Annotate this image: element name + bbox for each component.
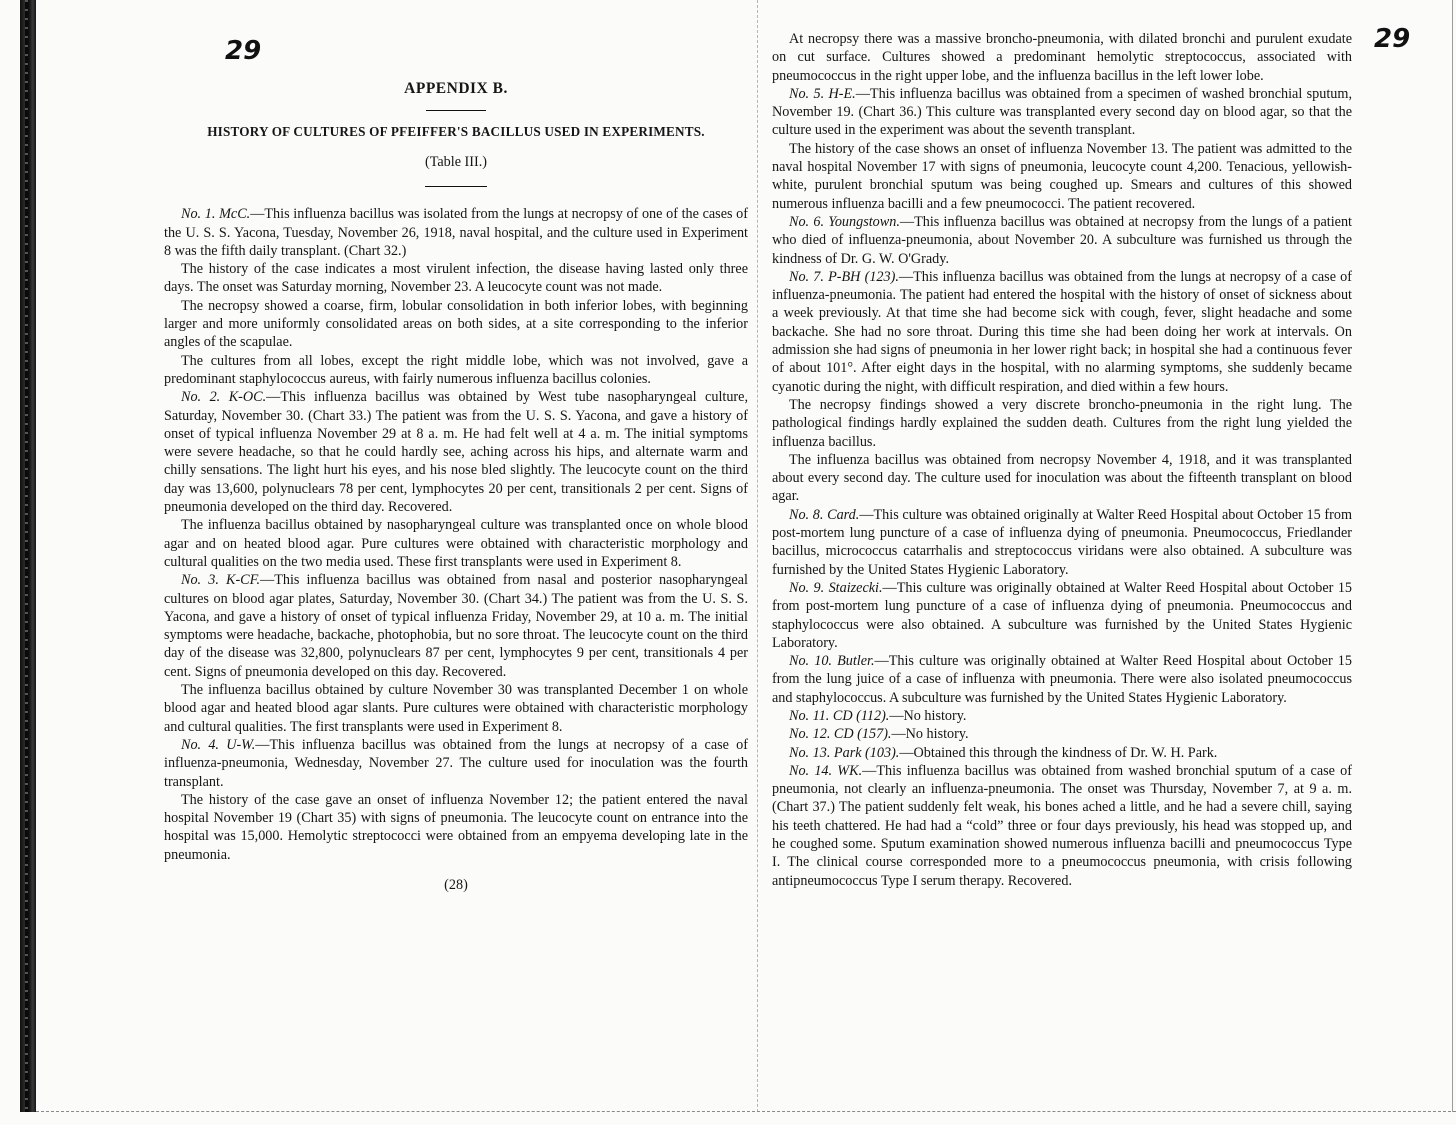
paragraph-text: —This influenza bacillus was obtained by West tube nasopharyngeal culture, Saturday, November 30. (Chart 33.) The patient was from the U. S. S. Yacona, and gave a history of onset of typical influenza November 29 at 8 a. m. He had felt well at 4 a. m. The initial symptoms were severe headache, so that he could hardly see, aching across his hips, and alternate warm and chilly sensations. The light hurt his eyes, and his nose bled slightly. The leucocyte count on the third day was 13,600, polynuclears 78 per cent, lymphocytes 20 per cent, transitionals 2 per cent. Signs of pneumonia developed on the third day. Recovered. bbox=[164, 389, 748, 516]
paragraph bbox=[772, 268, 1352, 396]
paragraph-text: —This culture was originally obtained at Walter Reed Hospital about October 15 from the lung juice of a case of influenza with pneumonia. There were also isolated pneumococcus and staphylococcus. A subculture was furnished by the United States Hygienic Laboratory. bbox=[772, 653, 1352, 706]
heading-rule bbox=[425, 186, 487, 187]
paragraph bbox=[164, 388, 748, 516]
page-folio: (28) bbox=[444, 876, 468, 893]
culture-entry-label: No. 2. K-OC. bbox=[181, 389, 267, 406]
paragraph-text: The influenza bacillus was obtained from necropsy November 4, 1918, and it was transplanted about every second day. The culture used for inoculation was about the fifteenth transplant on blood agar. bbox=[772, 451, 1352, 505]
appendix-title: APPENDIX B. bbox=[404, 80, 508, 97]
paragraph-text: —This influenza bacillus was obtained from a specimen of washed bronchial sputum, November 19. (Chart 36.) This culture was transplanted every second day on blood agar, so that the culture used in the experiment was about the seventh transplant. bbox=[772, 85, 1352, 139]
paragraph bbox=[772, 396, 1352, 451]
paragraph-text: The necropsy showed a coarse, firm, lobular consolidation in both inferior lobes, with beginning larger and more uniformly consolidated areas on both sides, at a site corresponding to the inferior angles of the scapulae. bbox=[164, 297, 748, 351]
paragraph bbox=[772, 506, 1352, 579]
culture-entry-label: No. 10. Butler. bbox=[789, 653, 875, 670]
paragraph-text: —This influenza bacillus was obtained from the lungs at necropsy of a case of influenza-pneumonia. The patient had entered the hospital with the history of onset of sickness about a week previously. At that time she had become sick with cough, fever, slight headache and some backache. She had no sore throat. During this time she had been doing her work at intervals. On admission she had signs of pneumonia in her lower right back; in hospital she had a continuous fever of about 101°. After eight days in the hospital, with no alarming symptoms, she suddenly became cyanotic during the night, with difficult respiration, and died within a few hours. bbox=[772, 268, 1352, 395]
paragraph-text: The necropsy findings showed a very discrete broncho-pneumonia in the right lung. The pathological findings hardly explained the sudden death. Cultures from the right lung yielded the influenza bacillus. bbox=[772, 396, 1352, 450]
paragraph bbox=[164, 791, 748, 864]
culture-entry-label: No. 14. WK. bbox=[789, 762, 863, 779]
handwritten-page-number-right: 29 bbox=[1374, 24, 1411, 54]
left-page-body bbox=[164, 205, 748, 864]
culture-entry-label: No. 3. K-CF. bbox=[181, 572, 261, 589]
culture-entry-label: No. 7. P-BH (123). bbox=[789, 268, 899, 285]
paragraph-text: At necropsy there was a massive broncho-pneumonia, with dilated bronchi and purulent exudate on cut surface. Cultures showed a predominant hemolytic streptococcus, associated with pneumococcus in the right upper lobe, and the influenza bacillus in the left lower lobe. bbox=[772, 31, 1352, 84]
paragraph bbox=[772, 213, 1352, 268]
paragraph bbox=[772, 85, 1352, 140]
right-page-body bbox=[772, 30, 1352, 890]
paragraph bbox=[772, 579, 1352, 652]
culture-entry-label: No. 13. Park (103). bbox=[789, 744, 900, 761]
scan-binding-edge bbox=[20, 0, 36, 1112]
paragraph bbox=[772, 744, 1352, 762]
culture-entry-label: No. 4. U-W. bbox=[181, 736, 256, 753]
scan-bottom-edge bbox=[36, 1111, 1456, 1112]
paragraph bbox=[772, 725, 1352, 743]
paragraph-text: —This influenza bacillus was obtained from washed bronchial sputum of a case of pneumonia, not clearly an influenza-pneumonia. The onset was Thursday, November 7, at 9 a. m. (Chart 37.) The patient suddenly felt weak, his bones ached a little, and he had a severe chill, saying his teeth chattered. He had had a “cold” three or four days previously, his head was stopped up, and he coughed some. Sputum examination showed numerous influenza bacilli and pneumococcus Type I. The clinical course corresponded more to a pneumococcus pneumonia, with crisis following antipneumococcus Type I serum therapy. Recovered. bbox=[772, 762, 1352, 889]
paragraph bbox=[164, 681, 748, 736]
page-divider bbox=[757, 0, 758, 1112]
section-heading: HISTORY OF CULTURES OF PFEIFFER'S BACILLUS USED IN EXPERIMENTS. bbox=[207, 124, 705, 139]
paragraph bbox=[772, 652, 1352, 707]
paragraph bbox=[164, 297, 748, 352]
title-rule bbox=[426, 110, 486, 111]
paragraph bbox=[164, 516, 748, 571]
paragraph bbox=[772, 30, 1352, 85]
paragraph bbox=[164, 736, 748, 791]
paragraph-text: —This influenza bacillus was isolated from the lungs at necropsy of one of the cases of the U. S. S. Yacona, Tuesday, November 26, 1918, naval hospital, and the culture used in Experiment 8 was the fifth daily transplant. (Chart 32.) bbox=[164, 206, 748, 259]
culture-entry-label: No. 6. Youngstown. bbox=[789, 213, 900, 230]
left-page bbox=[164, 80, 748, 894]
paragraph-text: —This culture was obtained originally at Walter Reed Hospital about October 15 from post-mortem lung puncture of a case of influenza dying of pneumonia. Pneumococcus, Friedlander bacillus, micrococcus catarrhalis and streptococcus viridans were also obtained. A subculture was furnished by the United States Hygienic Laboratory. bbox=[772, 506, 1353, 578]
table-reference: (Table III.) bbox=[424, 154, 488, 170]
paragraph-text: —This influenza bacillus was obtained at necropsy from the lungs of a patient who died of influenza-pneumonia, about November 20. A subculture was furnished us through the kindness of Dr. G. W. O'Grady. bbox=[772, 213, 1352, 267]
paragraph-text: The influenza bacillus obtained by nasopharyngeal culture was transplanted once on whole blood agar and on heated blood agar. Pure cultures were obtained with characteristic morphology and cultural qualities on the two media used. These first transplants were used in Experiment 8. bbox=[164, 517, 748, 570]
paragraph-text: The cultures from all lobes, except the right middle lobe, which was not involved, gave a predominant staphylococcus aureus, with fairly numerous influenza bacillus colonies. bbox=[164, 352, 748, 387]
handwritten-page-number-left: 29 bbox=[225, 36, 262, 66]
culture-entry-label: No. 9. Staizecki. bbox=[789, 579, 883, 596]
culture-entry-label: No. 11. CD (112). bbox=[789, 707, 890, 724]
paragraph-text: —This influenza bacillus was obtained from the lungs at necropsy of a case of influenza-pneumonia, Wednesday, November 27. The culture used for inoculation was the fourth transplant. bbox=[164, 736, 748, 790]
paragraph-text: The history of the case gave an onset of influenza November 12; the patient entered the naval hospital November 19 (Chart 35) with signs of pneumonia. The leucocyte count on entrance into the hospital was 15,000. Hemolytic streptococci were obtained from an empyema developing late in the pneumonia. bbox=[164, 791, 748, 863]
paragraph-text: —This culture was originally obtained at Walter Reed Hospital about October 15 from post-mortem lung puncture of a case of influenza dying of pneumonia. Pneumococcus and staphylococcus were also obtained. A subculture was furnished by the United States Hygienic Laboratory. bbox=[772, 579, 1353, 651]
paragraph bbox=[164, 205, 748, 260]
paragraph-text: —Obtained this through the kindness of Dr. W. H. Park. bbox=[899, 744, 1218, 761]
paragraph bbox=[772, 707, 1352, 725]
paragraph-text: —No history. bbox=[889, 707, 967, 724]
paragraph-text: —This influenza bacillus was obtained from nasal and posterior nasopharyngeal cultures on blood agar plates, Saturday, November 30. (Chart 34.) The patient was from the U. S. S. Yacona, and gave a history of onset of typical influenza Friday, November 29, at 10 a. m. The initial symptoms were headache, backache, photophobia, but no sore throat. The leucocyte count on the third day of the disease was 32,800, polynuclears 87 per cent, lymphocytes 9 per cent, transitionals 4 per cent. Signs of pneumonia developed on this day. Recovered. bbox=[164, 572, 748, 680]
paragraph-text: The history of the case indicates a most virulent infection, the disease having lasted only three days. The onset was Saturday morning, November 23. A leucocyte count was not made. bbox=[164, 261, 748, 296]
paragraph bbox=[164, 571, 748, 681]
paragraph bbox=[772, 451, 1352, 506]
culture-entry-label: No. 1. McC. bbox=[181, 206, 251, 223]
culture-entry-label: No. 12. CD (157). bbox=[789, 726, 892, 743]
paragraph bbox=[772, 140, 1352, 213]
paragraph bbox=[164, 352, 748, 389]
paragraph-text: —No history. bbox=[891, 726, 969, 743]
paragraph-text: The history of the case shows an onset of influenza November 13. The patient was admitted to the naval hospital November 17 with signs of pneumonia, leucocyte count 4,200. Tenacious, yellowish-white, purulent bronchial sputum was being coughed up. Smears and cultures of this showed numerous influenza bacilli and a few pneumococci. The patient recovered. bbox=[772, 140, 1352, 212]
scan-right-edge bbox=[1452, 0, 1453, 1112]
paragraph bbox=[164, 260, 748, 297]
culture-entry-label: No. 5. H-E. bbox=[789, 85, 856, 102]
paragraph bbox=[772, 762, 1352, 890]
culture-entry-label: No. 8. Card. bbox=[789, 506, 860, 523]
right-page bbox=[772, 30, 1352, 890]
paragraph-text: The influenza bacillus obtained by culture November 30 was transplanted December 1 on whole blood agar and heated blood agar slants. Pure cultures were obtained with characteristic morphology and cultural qualities. The first transplants were used in Experiment 8. bbox=[164, 682, 748, 735]
